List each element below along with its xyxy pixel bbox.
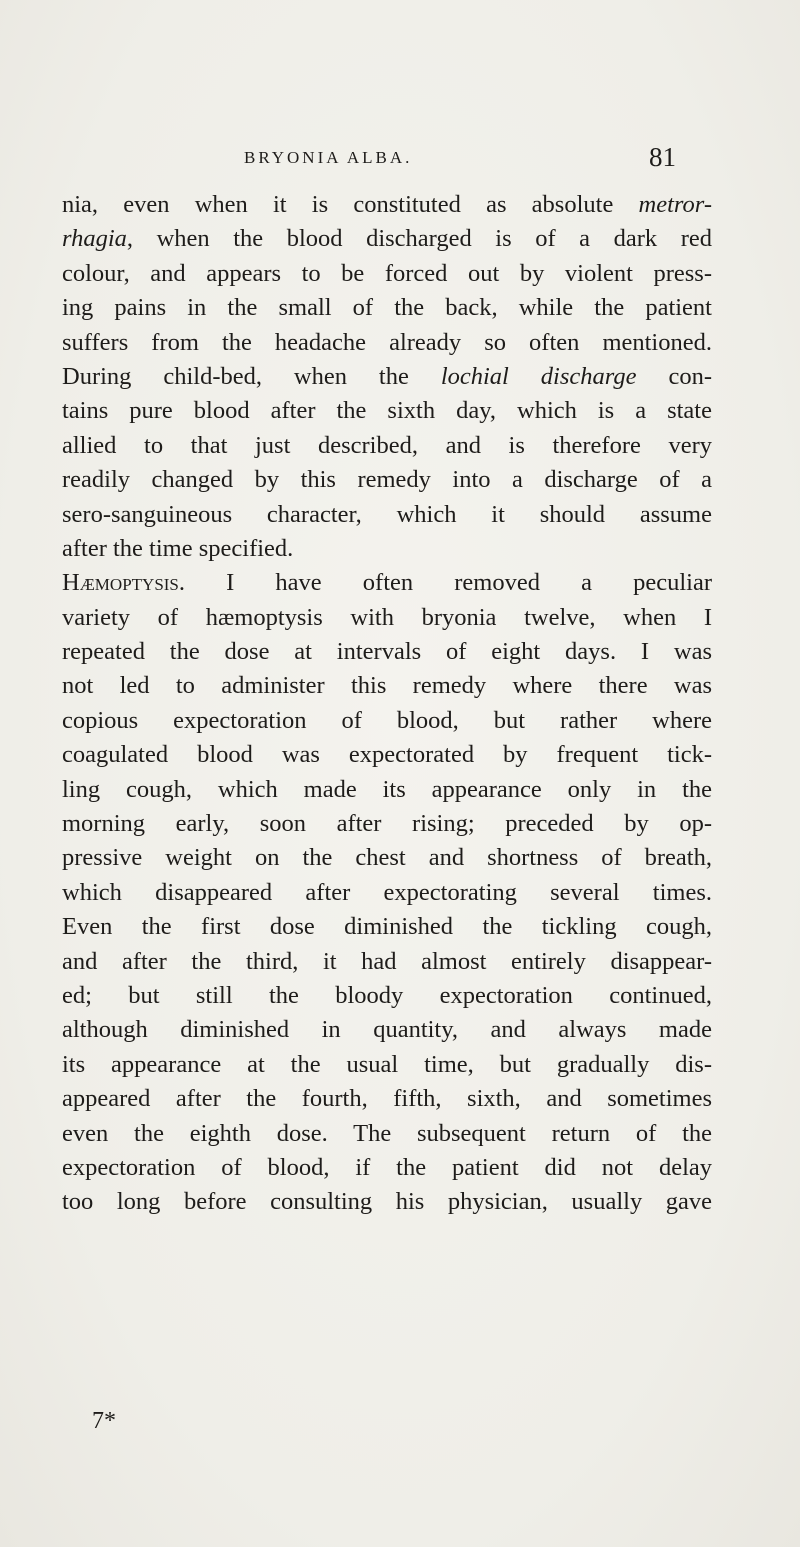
text-line [62, 566, 712, 600]
text-line [62, 601, 712, 635]
text-line [62, 945, 712, 979]
line-text: ed; but still the bloody expectoration continued, [62, 981, 712, 1009]
line-text: its appearance at the usual time, but gradually dis- [62, 1050, 712, 1078]
line-text: allied to that just described, and is therefore very [62, 431, 712, 459]
body-text [62, 188, 712, 1220]
text-line [62, 635, 712, 669]
text-line [62, 222, 712, 256]
line-text: morning early, soon after rising; preceded by op- [62, 810, 712, 838]
text-line [62, 1048, 712, 1082]
line-text: expectoration of blood, if the patient did not delay [62, 1153, 712, 1181]
line-text: , when the blood discharged is of a dark red [126, 225, 712, 253]
line-text: variety of hæmoptysis with bryonia twelve, when I [62, 603, 712, 631]
signature-mark: 7* [92, 1408, 116, 1434]
running-title: BRYONIA ALBA. [244, 148, 413, 167]
line-text: suffers from the headache already so often mentioned. [62, 328, 712, 356]
line-text: sero-sanguineous character, which it should assume [62, 500, 712, 528]
text-line [62, 910, 712, 944]
emphasis-text: lochial discharge [440, 362, 637, 390]
line-text: colour, and appears to be forced out by violent press- [62, 259, 712, 287]
text-line [62, 704, 712, 738]
line-text: which disappeared after expectorating several times. [62, 878, 712, 906]
running-head [244, 142, 676, 182]
line-text: ling cough, which made its appearance only in the [62, 775, 712, 803]
line-text: not led to administer this remedy where there was [62, 672, 712, 700]
text-line [62, 876, 712, 910]
line-text: too long before consulting his physician, usually gave [62, 1188, 712, 1216]
text-line [62, 1117, 712, 1151]
line-text: nia, even when it is constituted as absolute [62, 191, 639, 218]
text-line [62, 1151, 712, 1185]
text-line [62, 429, 712, 463]
line-text: I have often removed a peculiar [185, 569, 712, 597]
line-text: Even the first dose diminished the tickling cough, [62, 913, 712, 941]
text-line [62, 257, 712, 291]
line-text: con- [636, 362, 712, 390]
text-line [62, 1185, 712, 1219]
text-line [62, 807, 712, 841]
line-text: even the eighth dose. The subsequent return of the [62, 1119, 712, 1147]
text-line [62, 326, 712, 360]
text-line [62, 841, 712, 875]
text-line [62, 188, 712, 222]
text-line [62, 394, 712, 428]
line-text: copious expectoration of blood, but rather where [62, 706, 712, 734]
text-line [62, 360, 712, 394]
line-text: pressive weight on the chest and shortness of breath, [62, 844, 712, 872]
page-number: 81 [649, 142, 676, 172]
emphasis-text: rhagia [62, 225, 127, 253]
text-line [62, 773, 712, 807]
line-text: appeared after the fourth, fifth, sixth, and sometimes [62, 1085, 712, 1113]
line-text: although diminished in quantity, and always made [62, 1016, 712, 1044]
emphasis-text: metror- [638, 191, 712, 218]
line-text: after the time specified. [62, 534, 294, 562]
line-text: and after the third, it had almost entirely disappear- [62, 947, 712, 975]
text-line [62, 1013, 712, 1047]
line-text: repeated the dose at intervals of eight days. I was [62, 638, 712, 666]
text-line [62, 532, 712, 566]
text-line [62, 463, 712, 497]
text-line [62, 738, 712, 772]
section-heading: Hæmoptysis. [62, 569, 186, 597]
text-line [62, 979, 712, 1013]
line-text: readily changed by this remedy into a discharge of a [62, 466, 712, 494]
line-text: coagulated blood was expectorated by frequent tick- [62, 741, 712, 769]
text-line [62, 669, 712, 703]
line-text: During child-bed, when the [62, 362, 441, 390]
text-line [62, 291, 712, 325]
line-text: ing pains in the small of the back, while the patient [62, 294, 712, 322]
line-text: tains pure blood after the sixth day, which is a state [62, 397, 712, 425]
text-line [62, 498, 712, 532]
text-line [62, 1082, 712, 1116]
